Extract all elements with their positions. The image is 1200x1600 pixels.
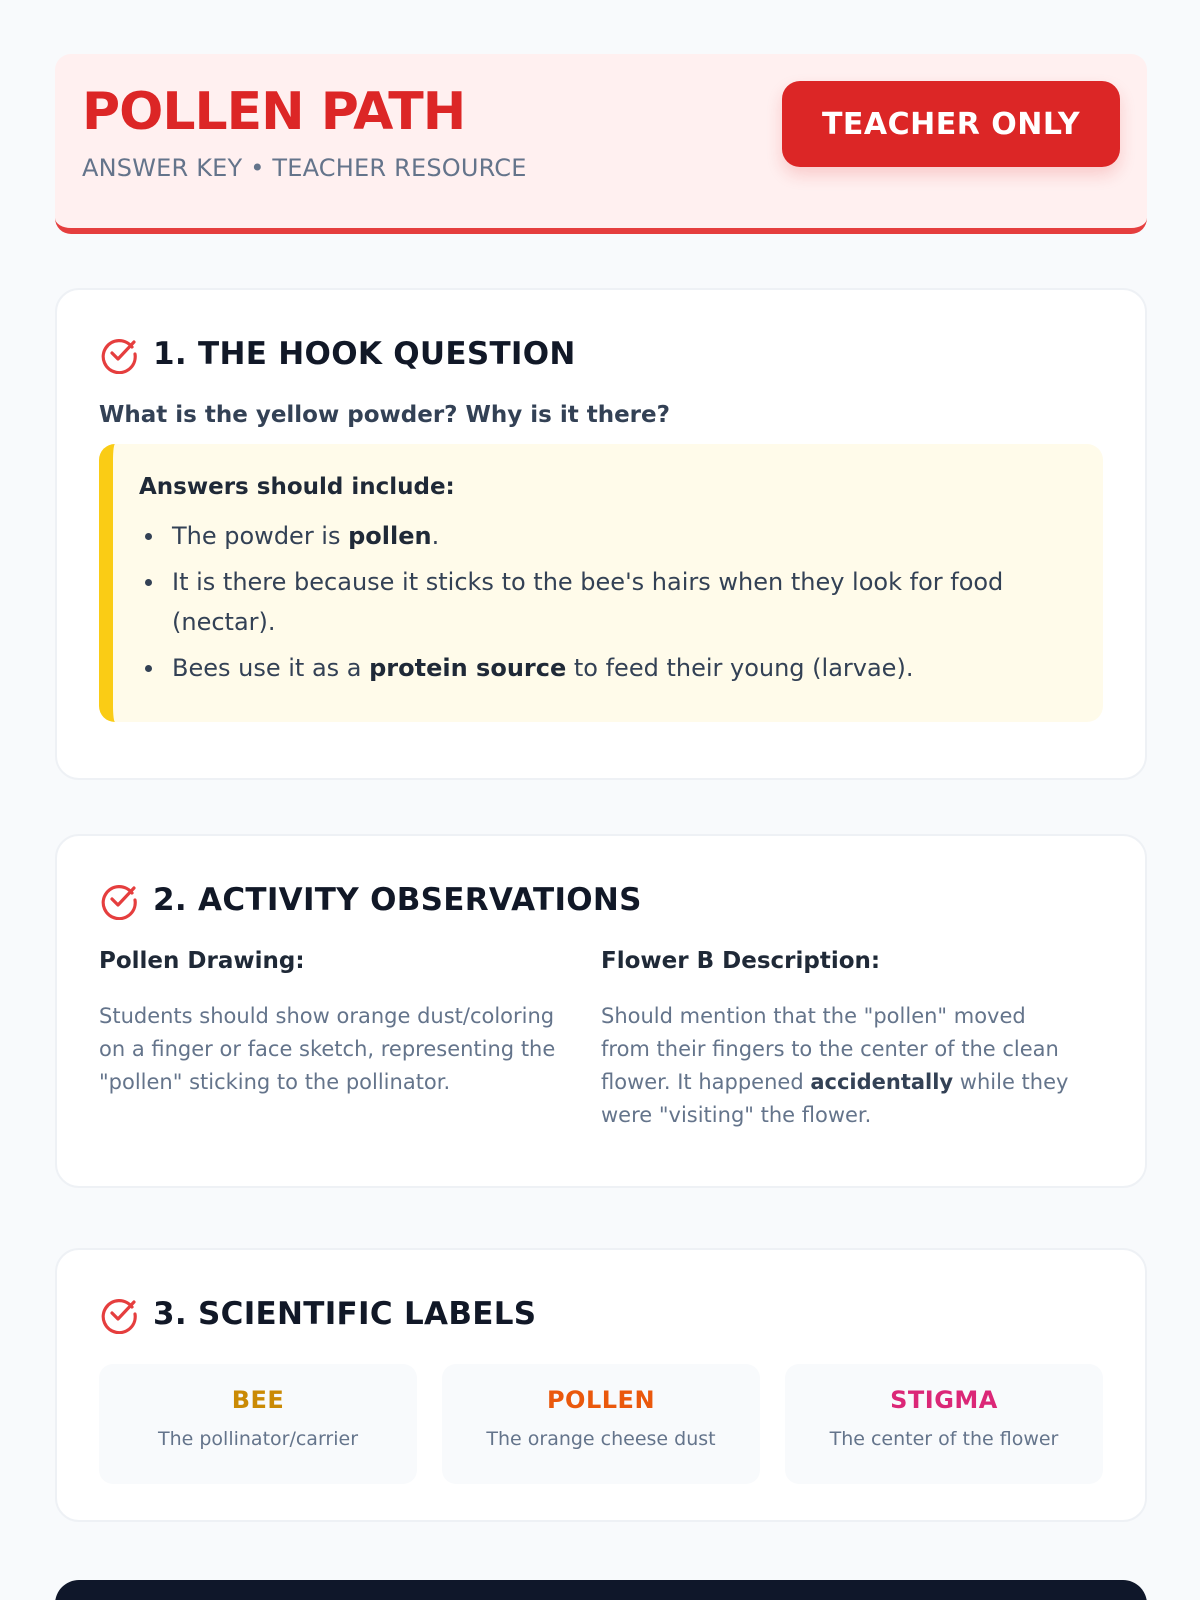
- answer-heading: Answers should include:: [139, 474, 455, 500]
- list-item: The powder is pollen.: [139, 516, 1077, 556]
- check-circle-icon: [99, 1294, 139, 1334]
- answer-key-page: [55, 54, 1147, 1450]
- label-term: POLLEN: [546, 1386, 656, 1414]
- teacher-only-badge: TEACHER ONLY: [782, 81, 1120, 167]
- section-title: 3. SCIENTIFIC LABELS: [153, 1296, 537, 1332]
- list-item: Bees use it as a protein source to feed their young (larvae).: [139, 648, 1077, 688]
- label-definition: The orange cheese dust: [486, 1428, 716, 1450]
- label-list: [99, 1364, 1103, 1484]
- page-subtitle: ANSWER KEY • TEACHER RESOURCE: [82, 154, 527, 182]
- hook-question-card: [55, 288, 1147, 780]
- section-title: 1. THE HOOK QUESTION: [153, 336, 576, 372]
- column-text: Should mention that the "pollen" moved from their fingers to the center of the clean flower. It happened accidentally while they were "visiting" the flower.: [601, 1004, 1069, 1127]
- label-pollen: [442, 1364, 760, 1484]
- page-title: POLLEN PATH: [82, 82, 466, 142]
- hook-question: What is the yellow powder? Why is it there?: [99, 402, 670, 428]
- flower-b-column: [601, 948, 1103, 1132]
- answer-box: [99, 444, 1103, 722]
- label-definition: The pollinator/carrier: [157, 1428, 359, 1450]
- footer-bar: [55, 1580, 1147, 1600]
- label-term: BEE: [231, 1386, 285, 1414]
- label-definition: The center of the flower: [829, 1428, 1059, 1450]
- card-header: [99, 1292, 1103, 1336]
- label-bee: [99, 1364, 417, 1484]
- activity-observations-card: [55, 834, 1147, 1188]
- column-title: Pollen Drawing:: [99, 948, 305, 974]
- scientific-labels-card: [55, 1248, 1147, 1522]
- label-stigma: [785, 1364, 1103, 1484]
- label-term: STIGMA: [890, 1386, 998, 1414]
- pollen-drawing-column: [99, 948, 601, 1132]
- list-item: It is there because it sticks to the bee's hairs when they look for food (nectar).: [139, 562, 1077, 642]
- observation-columns: [99, 948, 1103, 1132]
- page-header: [55, 54, 1147, 234]
- check-circle-icon: [99, 334, 139, 374]
- check-circle-icon: [99, 880, 139, 920]
- card-header: [99, 878, 1103, 922]
- column-text: Students should show orange dust/coloring on a finger or face sketch, representing the "pollen" sticking to the pollinator.: [99, 1004, 556, 1094]
- card-header: [99, 332, 1103, 376]
- section-title: 2. ACTIVITY OBSERVATIONS: [153, 882, 642, 918]
- answer-list: [139, 516, 1077, 688]
- column-title: Flower B Description:: [601, 948, 881, 974]
